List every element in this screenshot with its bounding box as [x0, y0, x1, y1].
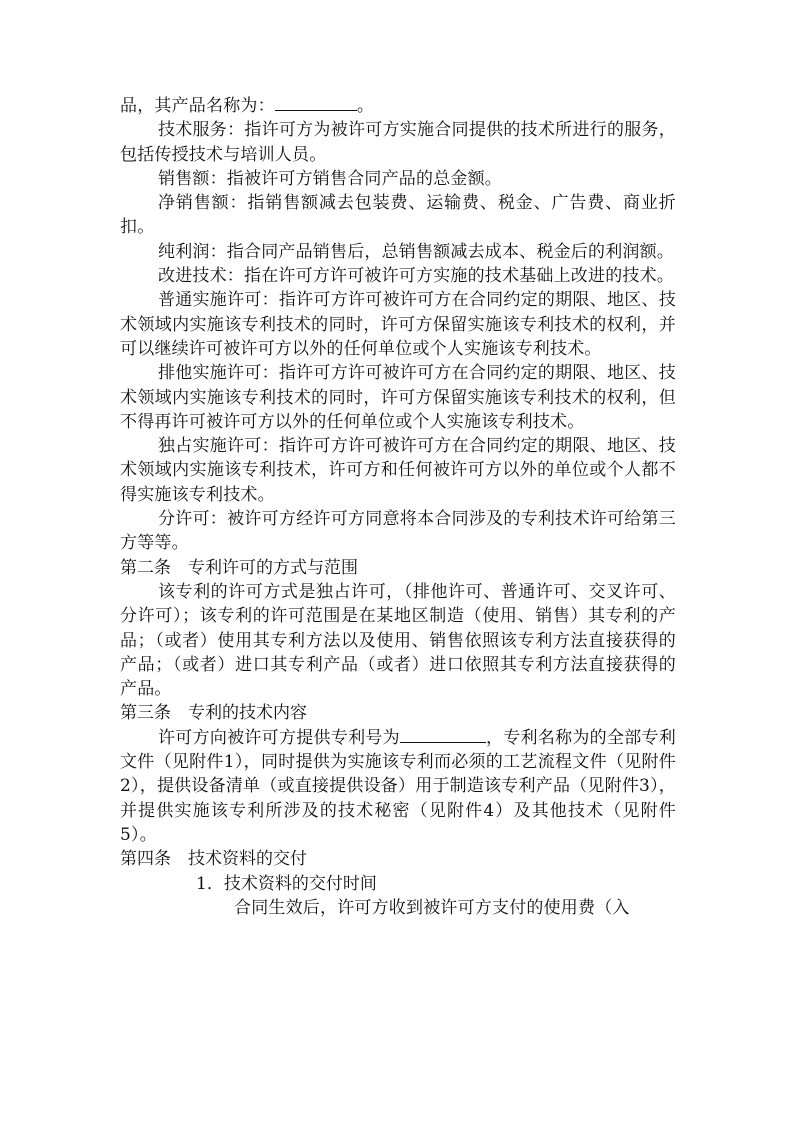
- section-heading-article-4: 第四条 技术资料的交付: [120, 849, 307, 870]
- paragraph-license-scope: 该专利的许可方式是独占许可，（排他许可、普通许可、交叉许可、分许可）；该专利的许可范围是在某地区制造（使用、销售）其专利的产品；（或者）使用其专利方法以及使用、销售依照该专利方法直接获得的产品；（或者）进口其专利产品（或者）进口依照其专利方法直接获得的产品。: [120, 581, 676, 700]
- subsection-heading: 1．技术资料的交付时间: [196, 873, 377, 894]
- paragraph-net-sales: 净销售额：指销售额减去包装费、运输费、税金、广告费、商业折扣。: [120, 193, 676, 238]
- section-heading-article-3: 第三条 专利的技术内容: [120, 703, 307, 724]
- paragraph-improved-technology: 改进技术：指在许可方许可被许可方实施的技术基础上改进的技术。: [158, 266, 674, 287]
- paragraph-text: 许可方向被许可方提供专利号为: [158, 727, 400, 748]
- paragraph-sole-license: 独占实施许可：指许可方许可被许可方在合同约定的期限、地区、技术领域内实施该专利技术，许可方和任何被许可方以外的单位或个人都不得实施该专利技术。: [120, 436, 676, 505]
- paragraph-product-name: [120, 94, 676, 118]
- blank-line: [400, 726, 486, 743]
- paragraph-text: 。: [356, 96, 375, 116]
- paragraph-exclusive-license: 排他实施许可：指许可方许可被许可方在合同约定的期限、地区、技术领域内实施该专利技术的同时，许可方保留实施该专利技术的权利，但不得再许可被许可方以外的任何单位或个人实施该专利技术。: [120, 363, 676, 432]
- paragraph-delivery-time: 合同生效后，许可方收到被许可方支付的使用费（入: [234, 897, 630, 918]
- paragraph-text: 品，其产品名称为：: [120, 96, 275, 116]
- paragraph-sales: 销售额：指被许可方销售合同产品的总金额。: [158, 168, 502, 189]
- blank-line: [275, 94, 357, 111]
- paragraph-sublicense: 分许可：被许可方经许可方同意将本合同涉及的专利技术许可给第三方等等。: [120, 509, 676, 554]
- paragraph-net-profit: 纯利润：指合同产品销售后，总销售额减去成本、税金后的利润额。: [158, 241, 674, 262]
- section-heading-article-2: 第二条 专利许可的方式与范围: [120, 557, 358, 578]
- paragraph-ordinary-license: 普通实施许可：指许可方许可被许可方在合同约定的期限、地区、技术领域内实施该专利技术的同时，许可方保留实施该专利技术的权利，并可以继续许可被许可方以外的任何单位或个人实施该专利技术。: [120, 290, 676, 359]
- document-page: [120, 94, 676, 920]
- paragraph-text: ，专利名称为的全部专利文件（见附件1），同时提供为实施该专利而必须的工艺流程文件（见附件2），提供设备清单（或直接提供设备）用于制造该专利产品（见附件3），并提供实施该专利所涉及的技术秘密（见附件4）及其他技术（见附件5）。: [120, 727, 676, 845]
- paragraph-technical-content: [120, 726, 676, 847]
- paragraph-technical-service: 技术服务：指许可方为被许可方实施合同提供的技术所进行的服务，包括传授技术与培训人员。: [120, 120, 676, 165]
